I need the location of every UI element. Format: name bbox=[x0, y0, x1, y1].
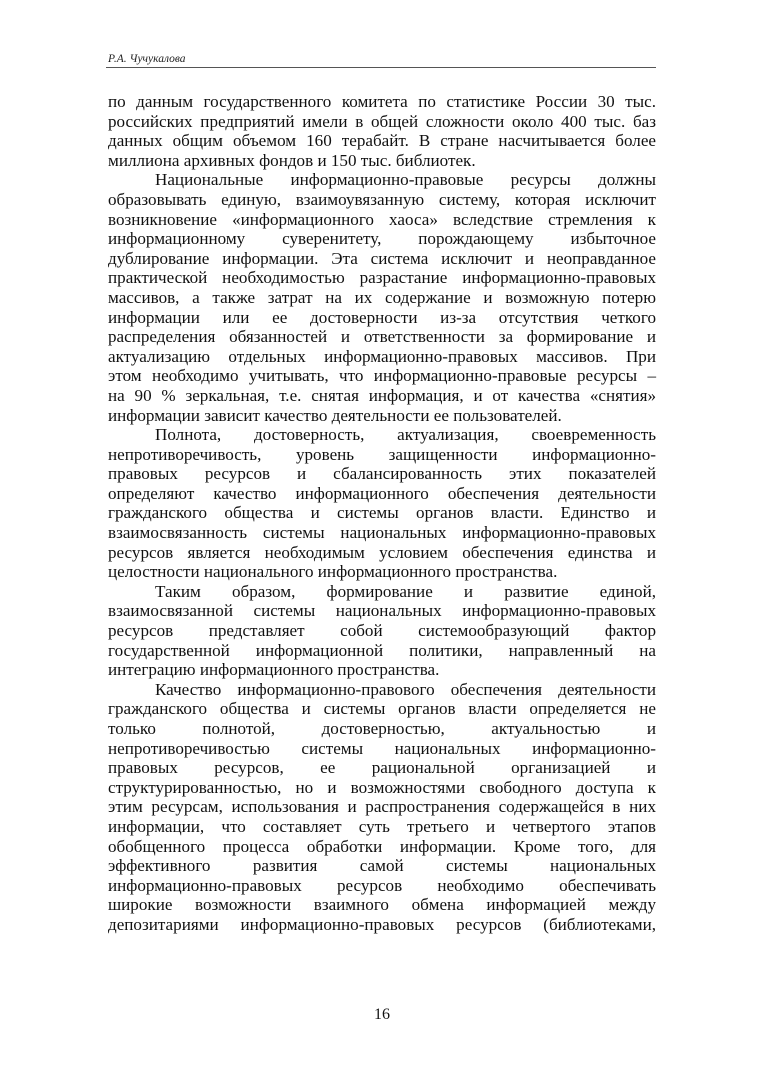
text-line: гражданского общества и системы органов власти определяется не bbox=[108, 699, 656, 719]
text-line: актуализацию отдельных информационно-правовых массивов. При bbox=[108, 346, 656, 366]
text-line: структурированностью, но и возможностями свободного доступа к bbox=[108, 777, 656, 797]
text-line: ресурсов представляет собой системообразующий фактор bbox=[108, 621, 656, 641]
text-line: Национальные информационно-правовые ресурсы должны bbox=[155, 170, 656, 190]
text-line: правовых ресурсов и сбалансированность этих показателей bbox=[108, 464, 656, 484]
text-line: непротиворечивостью системы национальных информационно- bbox=[108, 738, 656, 758]
header-rule bbox=[106, 67, 656, 68]
page-number: 16 bbox=[374, 1006, 390, 1023]
text-line: Качество информационно-правового обеспечения деятельности bbox=[155, 679, 656, 699]
text-line: практической необходимостью разрастание информационно-правовых bbox=[108, 268, 656, 288]
text-line: депозитариями информационно-правовых ресурсов (библиотеками, bbox=[108, 914, 656, 934]
text-line: распределения обязанностей и ответственности за формирование и bbox=[108, 327, 656, 347]
text-line: Таким образом, формирование и развитие единой, bbox=[155, 581, 656, 601]
text-line: информации или ее достоверности из-за отсутствия четкого bbox=[108, 307, 656, 327]
text-line: интеграцию информационного пространства. bbox=[108, 660, 440, 680]
text-line: информационно-правовых ресурсов необходимо обеспечивать bbox=[108, 875, 656, 895]
text-line: государственной информационной политики, направленный на bbox=[108, 640, 656, 660]
text-line: дублирование информации. Эта система исключит и неоправданное bbox=[108, 248, 656, 268]
text-line: образовывать единую, взаимоувязанную систему, которая исключит bbox=[108, 189, 656, 209]
text-line: возникновение «информационного хаоса» вследствие стремления к bbox=[108, 209, 656, 229]
text-line: эффективного развития самой системы национальных bbox=[108, 856, 656, 876]
text-line: только полнотой, достоверностью, актуальностью и bbox=[108, 719, 656, 738]
text-line: данных общим объемом 160 терабайт. В стране насчитывается более bbox=[108, 131, 656, 151]
text-line: информационному суверенитету, порождающему избыточное bbox=[108, 229, 656, 249]
text-line: определяют качество информационного обеспечения деятельности bbox=[108, 483, 656, 503]
text-line: российских предприятий имели в общей сложности около 400 тыс. баз bbox=[108, 111, 656, 131]
text-line: правовых ресурсов, ее рациональной организацией и bbox=[108, 758, 656, 778]
text-line: информации, что составляет суть третьего и четвертого этапов bbox=[108, 816, 656, 836]
text-line: этом необходимо учитывать, что информационно-правовые ресурсы – bbox=[108, 366, 656, 386]
body-text bbox=[108, 92, 656, 935]
text-line: Полнота, достоверность, актуализация, своевременность bbox=[155, 425, 656, 445]
text-line: миллиона архивных фондов и 150 тыс. библиотек. bbox=[108, 150, 476, 170]
text-line: на 90 % зеркальная, т.е. снятая информация, и от качества «снятия» bbox=[108, 385, 656, 405]
text-line: гражданского общества и системы органов власти. Единство и bbox=[108, 503, 656, 523]
text-line: взаимосвязанность системы национальных информационно-правовых bbox=[108, 523, 656, 543]
text-line: этим ресурсам, использования и распространения содержащейся в них bbox=[108, 797, 656, 817]
running-header-author: Р.А. Чучукалова bbox=[108, 53, 186, 65]
text-line: по данным государственного комитета по статистике России 30 тыс. bbox=[108, 92, 656, 111]
text-line: массивов, а также затрат на их содержание и возможную потерю bbox=[108, 287, 656, 307]
text-line: обобщенного процесса обработки информации. Кроме того, для bbox=[108, 836, 656, 856]
text-line: непротиворечивость, уровень защищенности информационно- bbox=[108, 444, 656, 464]
text-line: целостности национального информационного пространства. bbox=[108, 562, 558, 582]
text-line: взаимосвязанной системы национальных информационно-правовых bbox=[108, 601, 656, 621]
text-line: ресурсов является необходимым условием обеспечения единства и bbox=[108, 542, 656, 562]
text-line: широкие возможности взаимного обмена информацией между bbox=[108, 895, 656, 915]
text-line: информации зависит качество деятельности ее пользователей. bbox=[108, 405, 562, 425]
